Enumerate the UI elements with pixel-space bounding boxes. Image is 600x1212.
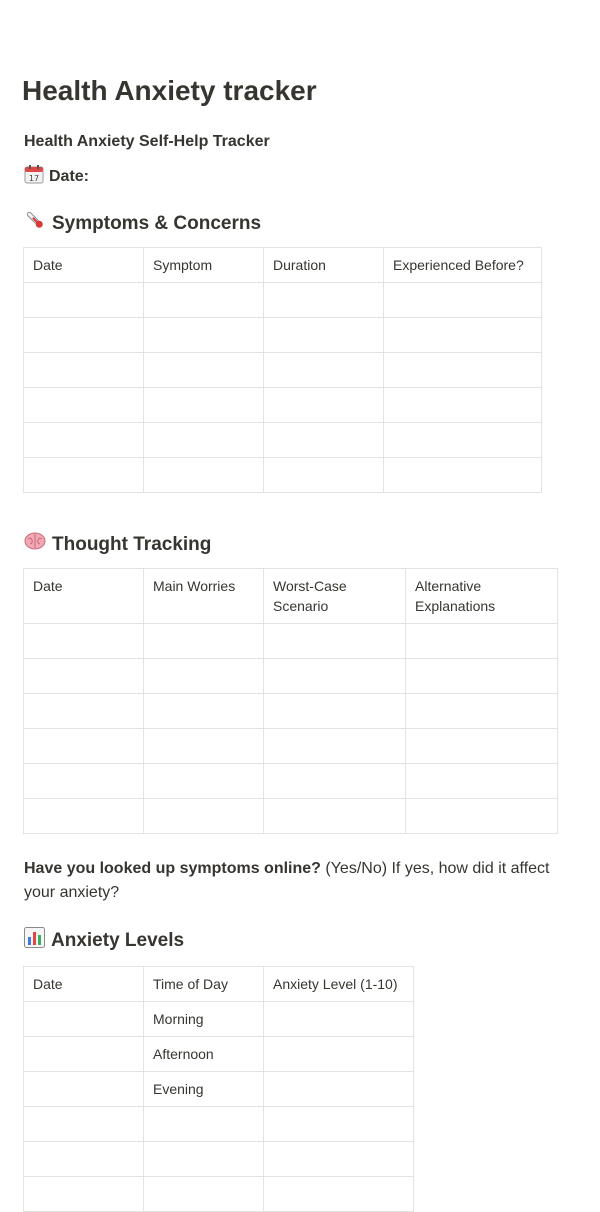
thoughts-heading <box>24 530 211 559</box>
bar-chart-icon <box>24 927 45 955</box>
table-cell[interactable] <box>264 1177 414 1212</box>
symptoms-heading-text: Symptoms & Concerns <box>52 212 262 234</box>
anxiety-table <box>23 966 414 1212</box>
column-header: Date <box>24 569 144 624</box>
table-cell[interactable] <box>406 694 558 729</box>
table-cell[interactable] <box>144 318 264 353</box>
table-cell[interactable] <box>144 458 264 493</box>
table-cell[interactable] <box>264 318 384 353</box>
table-cell[interactable] <box>24 1107 144 1142</box>
table-cell[interactable] <box>264 659 406 694</box>
table-cell[interactable] <box>406 624 558 659</box>
table-cell[interactable] <box>384 388 542 423</box>
table-cell[interactable] <box>24 283 144 318</box>
symptoms-heading <box>24 209 261 238</box>
table-cell[interactable] <box>24 1142 144 1177</box>
question-rest-text: (Yes/No) If yes, how did it affect your anxiety? <box>24 860 550 901</box>
table-cell[interactable] <box>264 1142 414 1177</box>
table-cell[interactable] <box>144 283 264 318</box>
table-cell[interactable] <box>264 423 384 458</box>
table-cell[interactable] <box>24 1072 144 1107</box>
thermometer-icon <box>24 209 46 238</box>
table-cell[interactable] <box>406 659 558 694</box>
table-cell[interactable] <box>24 764 144 799</box>
table-cell[interactable] <box>144 624 264 659</box>
table-cell[interactable]: Morning <box>144 1002 264 1037</box>
table-cell[interactable] <box>264 764 406 799</box>
table-cell[interactable] <box>264 1072 414 1107</box>
table-cell[interactable] <box>144 423 264 458</box>
table-cell[interactable] <box>24 318 144 353</box>
table-cell[interactable] <box>24 799 144 834</box>
table-row <box>24 1002 414 1037</box>
table-cell[interactable] <box>24 1177 144 1212</box>
column-header: Date <box>24 248 144 283</box>
table-cell[interactable] <box>144 729 264 764</box>
table-cell[interactable] <box>24 1037 144 1072</box>
table-row <box>24 318 542 353</box>
table-cell[interactable] <box>24 659 144 694</box>
table-cell[interactable] <box>406 764 558 799</box>
table-cell[interactable] <box>144 1142 264 1177</box>
page-title: Health Anxiety tracker <box>22 75 317 106</box>
column-header: Worst-Case Scenario <box>264 569 406 624</box>
anxiety-heading-text: Anxiety Levels <box>51 930 185 951</box>
table-cell[interactable] <box>24 388 144 423</box>
anxiety-heading <box>24 927 184 955</box>
symptom-search-question <box>24 857 584 905</box>
table-cell[interactable] <box>144 1107 264 1142</box>
table-cell[interactable] <box>24 1002 144 1037</box>
table-row <box>24 388 542 423</box>
table-cell[interactable] <box>24 458 144 493</box>
table-row <box>24 353 542 388</box>
table-cell[interactable] <box>144 694 264 729</box>
table-cell[interactable] <box>264 799 406 834</box>
table-row <box>24 624 558 659</box>
table-cell[interactable] <box>144 388 264 423</box>
table-row <box>24 799 558 834</box>
thoughts-table <box>23 568 558 834</box>
table-row <box>24 1107 414 1142</box>
table-row <box>24 423 542 458</box>
table-cell[interactable] <box>264 388 384 423</box>
table-cell[interactable]: Afternoon <box>144 1037 264 1072</box>
table-cell[interactable] <box>264 729 406 764</box>
calendar-icon <box>24 164 44 189</box>
table-cell[interactable]: Evening <box>144 1072 264 1107</box>
column-header: Duration <box>264 248 384 283</box>
table-cell[interactable] <box>264 283 384 318</box>
table-row <box>24 694 558 729</box>
tracker-subtitle: Health Anxiety Self-Help Tracker <box>24 133 270 150</box>
table-cell[interactable] <box>144 764 264 799</box>
table-cell[interactable] <box>384 353 542 388</box>
table-cell[interactable] <box>384 283 542 318</box>
table-cell[interactable] <box>144 353 264 388</box>
column-header: Experienced Before? <box>384 248 542 283</box>
table-cell[interactable] <box>384 423 542 458</box>
table-cell[interactable] <box>24 423 144 458</box>
column-header: Time of Day <box>144 967 264 1002</box>
table-cell[interactable] <box>24 624 144 659</box>
table-cell[interactable] <box>264 458 384 493</box>
svg-text:17: 17 <box>28 174 40 183</box>
question-bold-text: Have you looked up symptoms online? <box>24 860 321 877</box>
table-row <box>24 1037 414 1072</box>
table-row <box>24 659 558 694</box>
table-cell[interactable] <box>384 318 542 353</box>
table-cell[interactable] <box>144 659 264 694</box>
table-cell[interactable] <box>24 729 144 764</box>
thoughts-heading-text: Thought Tracking <box>52 533 212 555</box>
table-cell[interactable] <box>406 729 558 764</box>
table-cell[interactable] <box>144 1177 264 1212</box>
table-cell[interactable] <box>264 1002 414 1037</box>
table-cell[interactable] <box>384 458 542 493</box>
symptoms-table <box>23 247 542 493</box>
table-row <box>24 1072 414 1107</box>
table-cell[interactable] <box>24 694 144 729</box>
table-row <box>24 729 558 764</box>
table-row <box>24 764 558 799</box>
table-cell[interactable] <box>24 353 144 388</box>
table-row <box>24 283 542 318</box>
table-cell[interactable] <box>264 624 406 659</box>
table-cell[interactable] <box>406 799 558 834</box>
column-header: Date <box>24 967 144 1002</box>
table-cell[interactable] <box>264 1037 414 1072</box>
column-header: Main Worries <box>144 569 264 624</box>
table-cell[interactable] <box>264 694 406 729</box>
date-label: Date: <box>49 167 90 185</box>
table-row <box>24 1142 414 1177</box>
table-row <box>24 458 542 493</box>
table-header-row <box>24 248 542 283</box>
date-line <box>24 164 89 189</box>
table-cell[interactable] <box>144 799 264 834</box>
table-row <box>24 1177 414 1212</box>
column-header: Alternative Explanations <box>406 569 558 624</box>
table-header-row <box>24 967 414 1002</box>
table-cell[interactable] <box>264 1107 414 1142</box>
column-header: Anxiety Level (1-10) <box>264 967 414 1002</box>
brain-icon <box>24 530 46 559</box>
table-header-row <box>24 569 558 624</box>
column-header: Symptom <box>144 248 264 283</box>
table-cell[interactable] <box>264 353 384 388</box>
